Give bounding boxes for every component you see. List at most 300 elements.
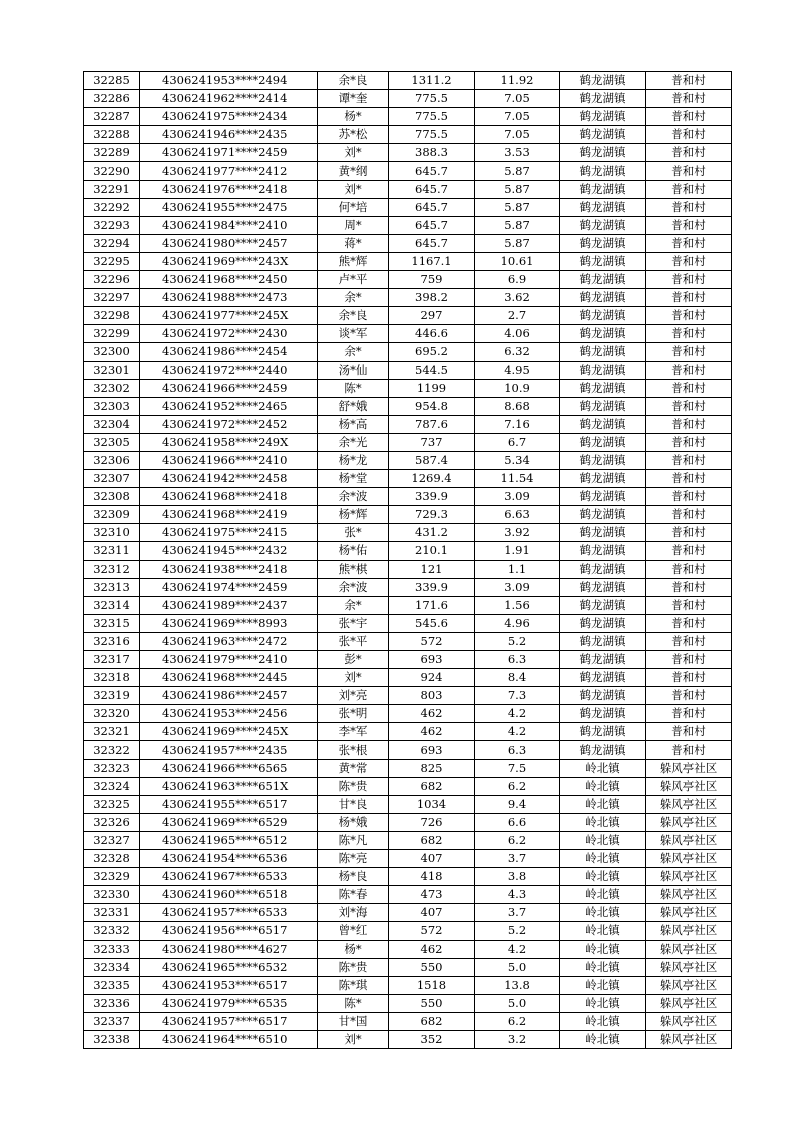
village-cell: 躲风亭社区 bbox=[646, 759, 732, 777]
village-cell: 普和村 bbox=[646, 252, 732, 270]
row-number-cell: 32319 bbox=[84, 687, 140, 705]
id-number-cell: 4306241953****2494 bbox=[140, 72, 318, 90]
area-cell: 7.3 bbox=[475, 687, 560, 705]
row-number-cell: 32291 bbox=[84, 180, 140, 198]
row-number-cell: 32317 bbox=[84, 651, 140, 669]
row-number-cell: 32303 bbox=[84, 397, 140, 415]
row-number-cell: 32288 bbox=[84, 126, 140, 144]
village-cell: 普和村 bbox=[646, 741, 732, 759]
village-cell: 躲风亭社区 bbox=[646, 922, 732, 940]
amount-cell: 587.4 bbox=[389, 451, 475, 469]
name-cell: 张*平 bbox=[318, 632, 389, 650]
town-cell: 鹤龙湖镇 bbox=[560, 216, 646, 234]
id-number-cell: 4306241972****2440 bbox=[140, 361, 318, 379]
amount-cell: 645.7 bbox=[389, 234, 475, 252]
name-cell: 汤*仙 bbox=[318, 361, 389, 379]
table-row bbox=[84, 72, 732, 90]
table-row bbox=[84, 180, 732, 198]
amount-cell: 645.7 bbox=[389, 162, 475, 180]
village-cell: 普和村 bbox=[646, 542, 732, 560]
area-cell: 6.6 bbox=[475, 813, 560, 831]
id-number-cell: 4306241977****2412 bbox=[140, 162, 318, 180]
village-cell: 普和村 bbox=[646, 723, 732, 741]
area-cell: 1.1 bbox=[475, 560, 560, 578]
name-cell: 周* bbox=[318, 216, 389, 234]
id-number-cell: 4306241974****2459 bbox=[140, 578, 318, 596]
table-row bbox=[84, 126, 732, 144]
village-cell: 普和村 bbox=[646, 632, 732, 650]
town-cell: 鹤龙湖镇 bbox=[560, 596, 646, 614]
amount-cell: 787.6 bbox=[389, 415, 475, 433]
name-cell: 刘* bbox=[318, 144, 389, 162]
name-cell: 余*波 bbox=[318, 488, 389, 506]
amount-cell: 407 bbox=[389, 850, 475, 868]
row-number-cell: 32311 bbox=[84, 542, 140, 560]
table-row bbox=[84, 632, 732, 650]
area-cell: 3.7 bbox=[475, 850, 560, 868]
village-cell: 普和村 bbox=[646, 488, 732, 506]
amount-cell: 545.6 bbox=[389, 614, 475, 632]
amount-cell: 693 bbox=[389, 651, 475, 669]
area-cell: 4.3 bbox=[475, 886, 560, 904]
village-cell: 普和村 bbox=[646, 343, 732, 361]
amount-cell: 550 bbox=[389, 994, 475, 1012]
row-number-cell: 32305 bbox=[84, 433, 140, 451]
area-cell: 7.05 bbox=[475, 126, 560, 144]
table-row bbox=[84, 795, 732, 813]
village-cell: 普和村 bbox=[646, 307, 732, 325]
amount-cell: 210.1 bbox=[389, 542, 475, 560]
amount-cell: 462 bbox=[389, 723, 475, 741]
name-cell: 刘* bbox=[318, 1030, 389, 1048]
table-row bbox=[84, 488, 732, 506]
name-cell: 陈*亮 bbox=[318, 850, 389, 868]
name-cell: 余* bbox=[318, 343, 389, 361]
town-cell: 鹤龙湖镇 bbox=[560, 741, 646, 759]
area-cell: 3.8 bbox=[475, 868, 560, 886]
town-cell: 岭北镇 bbox=[560, 1030, 646, 1048]
row-number-cell: 32312 bbox=[84, 560, 140, 578]
town-cell: 岭北镇 bbox=[560, 813, 646, 831]
town-cell: 岭北镇 bbox=[560, 886, 646, 904]
amount-cell: 171.6 bbox=[389, 596, 475, 614]
name-cell: 熊*棋 bbox=[318, 560, 389, 578]
area-cell: 5.0 bbox=[475, 994, 560, 1012]
town-cell: 鹤龙湖镇 bbox=[560, 506, 646, 524]
area-cell: 9.4 bbox=[475, 795, 560, 813]
table-row bbox=[84, 506, 732, 524]
id-number-cell: 4306241966****2459 bbox=[140, 379, 318, 397]
amount-cell: 1167.1 bbox=[389, 252, 475, 270]
area-cell: 6.63 bbox=[475, 506, 560, 524]
area-cell: 6.7 bbox=[475, 433, 560, 451]
name-cell: 何*培 bbox=[318, 198, 389, 216]
row-number-cell: 32326 bbox=[84, 813, 140, 831]
name-cell: 刘* bbox=[318, 669, 389, 687]
village-cell: 普和村 bbox=[646, 506, 732, 524]
area-cell: 6.3 bbox=[475, 741, 560, 759]
name-cell: 杨*堂 bbox=[318, 470, 389, 488]
village-cell: 躲风亭社区 bbox=[646, 886, 732, 904]
id-number-cell: 4306241972****2430 bbox=[140, 325, 318, 343]
village-cell: 普和村 bbox=[646, 687, 732, 705]
amount-cell: 339.9 bbox=[389, 488, 475, 506]
amount-cell: 339.9 bbox=[389, 578, 475, 596]
table-row bbox=[84, 451, 732, 469]
village-cell: 普和村 bbox=[646, 90, 732, 108]
amount-cell: 418 bbox=[389, 868, 475, 886]
id-number-cell: 4306241963****2472 bbox=[140, 632, 318, 650]
name-cell: 苏*松 bbox=[318, 126, 389, 144]
name-cell: 甘*国 bbox=[318, 1012, 389, 1030]
name-cell: 谭*奎 bbox=[318, 90, 389, 108]
table-body bbox=[84, 72, 732, 1049]
name-cell: 杨*良 bbox=[318, 868, 389, 886]
id-number-cell: 4306241968****2419 bbox=[140, 506, 318, 524]
table-row bbox=[84, 560, 732, 578]
town-cell: 鹤龙湖镇 bbox=[560, 451, 646, 469]
table-row bbox=[84, 108, 732, 126]
id-number-cell: 4306241967****6533 bbox=[140, 868, 318, 886]
village-cell: 普和村 bbox=[646, 108, 732, 126]
table-row bbox=[84, 850, 732, 868]
area-cell: 6.32 bbox=[475, 343, 560, 361]
town-cell: 鹤龙湖镇 bbox=[560, 234, 646, 252]
town-cell: 鹤龙湖镇 bbox=[560, 271, 646, 289]
row-number-cell: 32299 bbox=[84, 325, 140, 343]
village-cell: 普和村 bbox=[646, 289, 732, 307]
row-number-cell: 32329 bbox=[84, 868, 140, 886]
row-number-cell: 32330 bbox=[84, 886, 140, 904]
table-row bbox=[84, 904, 732, 922]
area-cell: 4.2 bbox=[475, 940, 560, 958]
town-cell: 岭北镇 bbox=[560, 795, 646, 813]
name-cell: 黄*常 bbox=[318, 759, 389, 777]
area-cell: 5.87 bbox=[475, 162, 560, 180]
area-cell: 13.8 bbox=[475, 976, 560, 994]
id-number-cell: 4306241938****2418 bbox=[140, 560, 318, 578]
area-cell: 3.53 bbox=[475, 144, 560, 162]
name-cell: 谈*军 bbox=[318, 325, 389, 343]
amount-cell: 737 bbox=[389, 433, 475, 451]
village-cell: 普和村 bbox=[646, 433, 732, 451]
village-cell: 普和村 bbox=[646, 72, 732, 90]
town-cell: 鹤龙湖镇 bbox=[560, 687, 646, 705]
area-cell: 1.91 bbox=[475, 542, 560, 560]
table-row bbox=[84, 198, 732, 216]
id-number-cell: 4306241957****6517 bbox=[140, 1012, 318, 1030]
id-number-cell: 4306241968****2418 bbox=[140, 488, 318, 506]
id-number-cell: 4306241952****2465 bbox=[140, 397, 318, 415]
table-row bbox=[84, 162, 732, 180]
amount-cell: 1311.2 bbox=[389, 72, 475, 90]
row-number-cell: 32298 bbox=[84, 307, 140, 325]
id-number-cell: 4306241957****2435 bbox=[140, 741, 318, 759]
id-number-cell: 4306241969****243X bbox=[140, 252, 318, 270]
area-cell: 8.68 bbox=[475, 397, 560, 415]
amount-cell: 825 bbox=[389, 759, 475, 777]
town-cell: 岭北镇 bbox=[560, 759, 646, 777]
town-cell: 鹤龙湖镇 bbox=[560, 343, 646, 361]
row-number-cell: 32300 bbox=[84, 343, 140, 361]
table-row bbox=[84, 144, 732, 162]
village-cell: 普和村 bbox=[646, 470, 732, 488]
row-number-cell: 32334 bbox=[84, 958, 140, 976]
row-number-cell: 32321 bbox=[84, 723, 140, 741]
name-cell: 卢*平 bbox=[318, 271, 389, 289]
town-cell: 鹤龙湖镇 bbox=[560, 470, 646, 488]
area-cell: 5.87 bbox=[475, 216, 560, 234]
id-number-cell: 4306241963****651X bbox=[140, 777, 318, 795]
amount-cell: 407 bbox=[389, 904, 475, 922]
town-cell: 岭北镇 bbox=[560, 922, 646, 940]
name-cell: 余* bbox=[318, 289, 389, 307]
name-cell: 杨*高 bbox=[318, 415, 389, 433]
id-number-cell: 4306241986****2457 bbox=[140, 687, 318, 705]
row-number-cell: 32290 bbox=[84, 162, 140, 180]
id-number-cell: 4306241975****2434 bbox=[140, 108, 318, 126]
id-number-cell: 4306241968****2450 bbox=[140, 271, 318, 289]
amount-cell: 1034 bbox=[389, 795, 475, 813]
amount-cell: 759 bbox=[389, 271, 475, 289]
name-cell: 张*明 bbox=[318, 705, 389, 723]
name-cell: 熊*辉 bbox=[318, 252, 389, 270]
area-cell: 7.05 bbox=[475, 108, 560, 126]
table-row bbox=[84, 524, 732, 542]
village-cell: 普和村 bbox=[646, 234, 732, 252]
name-cell: 刘* bbox=[318, 180, 389, 198]
village-cell: 普和村 bbox=[646, 379, 732, 397]
name-cell: 黄*纲 bbox=[318, 162, 389, 180]
village-cell: 躲风亭社区 bbox=[646, 1030, 732, 1048]
village-cell: 躲风亭社区 bbox=[646, 1012, 732, 1030]
id-number-cell: 4306241966****2410 bbox=[140, 451, 318, 469]
row-number-cell: 32335 bbox=[84, 976, 140, 994]
id-number-cell: 4306241976****2418 bbox=[140, 180, 318, 198]
table-row bbox=[84, 90, 732, 108]
village-cell: 普和村 bbox=[646, 614, 732, 632]
id-number-cell: 4306241946****2435 bbox=[140, 126, 318, 144]
town-cell: 鹤龙湖镇 bbox=[560, 126, 646, 144]
row-number-cell: 32323 bbox=[84, 759, 140, 777]
row-number-cell: 32286 bbox=[84, 90, 140, 108]
table-row bbox=[84, 252, 732, 270]
id-number-cell: 4306241980****2457 bbox=[140, 234, 318, 252]
name-cell: 刘*海 bbox=[318, 904, 389, 922]
row-number-cell: 32309 bbox=[84, 506, 140, 524]
table-row bbox=[84, 1030, 732, 1048]
row-number-cell: 32332 bbox=[84, 922, 140, 940]
name-cell: 陈* bbox=[318, 994, 389, 1012]
area-cell: 7.5 bbox=[475, 759, 560, 777]
amount-cell: 544.5 bbox=[389, 361, 475, 379]
name-cell: 杨* bbox=[318, 940, 389, 958]
table-row bbox=[84, 759, 732, 777]
row-number-cell: 32315 bbox=[84, 614, 140, 632]
table-row bbox=[84, 777, 732, 795]
town-cell: 鹤龙湖镇 bbox=[560, 651, 646, 669]
village-cell: 普和村 bbox=[646, 560, 732, 578]
row-number-cell: 32294 bbox=[84, 234, 140, 252]
area-cell: 4.2 bbox=[475, 723, 560, 741]
table-row bbox=[84, 216, 732, 234]
table-row bbox=[84, 741, 732, 759]
town-cell: 岭北镇 bbox=[560, 777, 646, 795]
table-row bbox=[84, 433, 732, 451]
name-cell: 余*波 bbox=[318, 578, 389, 596]
table-row bbox=[84, 651, 732, 669]
town-cell: 岭北镇 bbox=[560, 850, 646, 868]
row-number-cell: 32308 bbox=[84, 488, 140, 506]
area-cell: 2.7 bbox=[475, 307, 560, 325]
name-cell: 张*宇 bbox=[318, 614, 389, 632]
amount-cell: 352 bbox=[389, 1030, 475, 1048]
row-number-cell: 32325 bbox=[84, 795, 140, 813]
name-cell: 余*良 bbox=[318, 307, 389, 325]
table-row bbox=[84, 922, 732, 940]
name-cell: 陈*贵 bbox=[318, 958, 389, 976]
village-cell: 躲风亭社区 bbox=[646, 831, 732, 849]
town-cell: 鹤龙湖镇 bbox=[560, 108, 646, 126]
row-number-cell: 32293 bbox=[84, 216, 140, 234]
area-cell: 3.62 bbox=[475, 289, 560, 307]
id-number-cell: 4306241979****6535 bbox=[140, 994, 318, 1012]
table-row bbox=[84, 343, 732, 361]
area-cell: 5.87 bbox=[475, 198, 560, 216]
name-cell: 张* bbox=[318, 524, 389, 542]
village-cell: 普和村 bbox=[646, 415, 732, 433]
town-cell: 鹤龙湖镇 bbox=[560, 524, 646, 542]
town-cell: 鹤龙湖镇 bbox=[560, 397, 646, 415]
table-row bbox=[84, 415, 732, 433]
town-cell: 岭北镇 bbox=[560, 994, 646, 1012]
table-row bbox=[84, 1012, 732, 1030]
amount-cell: 550 bbox=[389, 958, 475, 976]
town-cell: 岭北镇 bbox=[560, 831, 646, 849]
area-cell: 3.09 bbox=[475, 578, 560, 596]
area-cell: 3.92 bbox=[475, 524, 560, 542]
table-row bbox=[84, 397, 732, 415]
name-cell: 蒋* bbox=[318, 234, 389, 252]
town-cell: 鹤龙湖镇 bbox=[560, 723, 646, 741]
village-cell: 躲风亭社区 bbox=[646, 795, 732, 813]
row-number-cell: 32318 bbox=[84, 669, 140, 687]
row-number-cell: 32337 bbox=[84, 1012, 140, 1030]
row-number-cell: 32333 bbox=[84, 940, 140, 958]
id-number-cell: 4306241942****2458 bbox=[140, 470, 318, 488]
area-cell: 4.96 bbox=[475, 614, 560, 632]
village-cell: 躲风亭社区 bbox=[646, 976, 732, 994]
table-row bbox=[84, 542, 732, 560]
village-cell: 普和村 bbox=[646, 198, 732, 216]
amount-cell: 682 bbox=[389, 1012, 475, 1030]
village-cell: 普和村 bbox=[646, 596, 732, 614]
town-cell: 鹤龙湖镇 bbox=[560, 144, 646, 162]
area-cell: 6.2 bbox=[475, 831, 560, 849]
name-cell: 彭* bbox=[318, 651, 389, 669]
id-number-cell: 4306241968****2445 bbox=[140, 669, 318, 687]
area-cell: 10.9 bbox=[475, 379, 560, 397]
town-cell: 鹤龙湖镇 bbox=[560, 379, 646, 397]
row-number-cell: 32302 bbox=[84, 379, 140, 397]
amount-cell: 462 bbox=[389, 705, 475, 723]
area-cell: 6.9 bbox=[475, 271, 560, 289]
table-row bbox=[84, 813, 732, 831]
area-cell: 6.2 bbox=[475, 777, 560, 795]
table-row bbox=[84, 614, 732, 632]
amount-cell: 431.2 bbox=[389, 524, 475, 542]
village-cell: 普和村 bbox=[646, 325, 732, 343]
table-row bbox=[84, 940, 732, 958]
id-number-cell: 4306241971****2459 bbox=[140, 144, 318, 162]
area-cell: 11.92 bbox=[475, 72, 560, 90]
village-cell: 普和村 bbox=[646, 162, 732, 180]
name-cell: 余*光 bbox=[318, 433, 389, 451]
table-row bbox=[84, 307, 732, 325]
row-number-cell: 32324 bbox=[84, 777, 140, 795]
area-cell: 7.16 bbox=[475, 415, 560, 433]
amount-cell: 572 bbox=[389, 922, 475, 940]
row-number-cell: 32289 bbox=[84, 144, 140, 162]
row-number-cell: 32320 bbox=[84, 705, 140, 723]
id-number-cell: 4306241969****8993 bbox=[140, 614, 318, 632]
id-number-cell: 4306241977****245X bbox=[140, 307, 318, 325]
id-number-cell: 4306241955****2475 bbox=[140, 198, 318, 216]
name-cell: 杨*辉 bbox=[318, 506, 389, 524]
amount-cell: 645.7 bbox=[389, 216, 475, 234]
amount-cell: 645.7 bbox=[389, 198, 475, 216]
amount-cell: 954.8 bbox=[389, 397, 475, 415]
amount-cell: 645.7 bbox=[389, 180, 475, 198]
subsidy-table bbox=[83, 71, 732, 1049]
name-cell: 李*军 bbox=[318, 723, 389, 741]
town-cell: 岭北镇 bbox=[560, 940, 646, 958]
village-cell: 普和村 bbox=[646, 651, 732, 669]
id-number-cell: 4306241953****6517 bbox=[140, 976, 318, 994]
id-number-cell: 4306241953****2456 bbox=[140, 705, 318, 723]
town-cell: 鹤龙湖镇 bbox=[560, 433, 646, 451]
amount-cell: 462 bbox=[389, 940, 475, 958]
name-cell: 陈* bbox=[318, 379, 389, 397]
id-number-cell: 4306241984****2410 bbox=[140, 216, 318, 234]
amount-cell: 682 bbox=[389, 777, 475, 795]
table-row bbox=[84, 289, 732, 307]
area-cell: 4.06 bbox=[475, 325, 560, 343]
amount-cell: 1518 bbox=[389, 976, 475, 994]
area-cell: 10.61 bbox=[475, 252, 560, 270]
town-cell: 鹤龙湖镇 bbox=[560, 560, 646, 578]
row-number-cell: 32306 bbox=[84, 451, 140, 469]
row-number-cell: 32287 bbox=[84, 108, 140, 126]
row-number-cell: 32295 bbox=[84, 252, 140, 270]
town-cell: 鹤龙湖镇 bbox=[560, 361, 646, 379]
village-cell: 普和村 bbox=[646, 705, 732, 723]
table-row bbox=[84, 886, 732, 904]
id-number-cell: 4306241980****4627 bbox=[140, 940, 318, 958]
name-cell: 陈*琪 bbox=[318, 976, 389, 994]
name-cell: 陈*春 bbox=[318, 886, 389, 904]
id-number-cell: 4306241966****6565 bbox=[140, 759, 318, 777]
area-cell: 5.87 bbox=[475, 234, 560, 252]
id-number-cell: 4306241975****2415 bbox=[140, 524, 318, 542]
id-number-cell: 4306241979****2410 bbox=[140, 651, 318, 669]
area-cell: 7.05 bbox=[475, 90, 560, 108]
village-cell: 普和村 bbox=[646, 216, 732, 234]
table-row bbox=[84, 325, 732, 343]
village-cell: 普和村 bbox=[646, 361, 732, 379]
table-row bbox=[84, 723, 732, 741]
town-cell: 鹤龙湖镇 bbox=[560, 669, 646, 687]
